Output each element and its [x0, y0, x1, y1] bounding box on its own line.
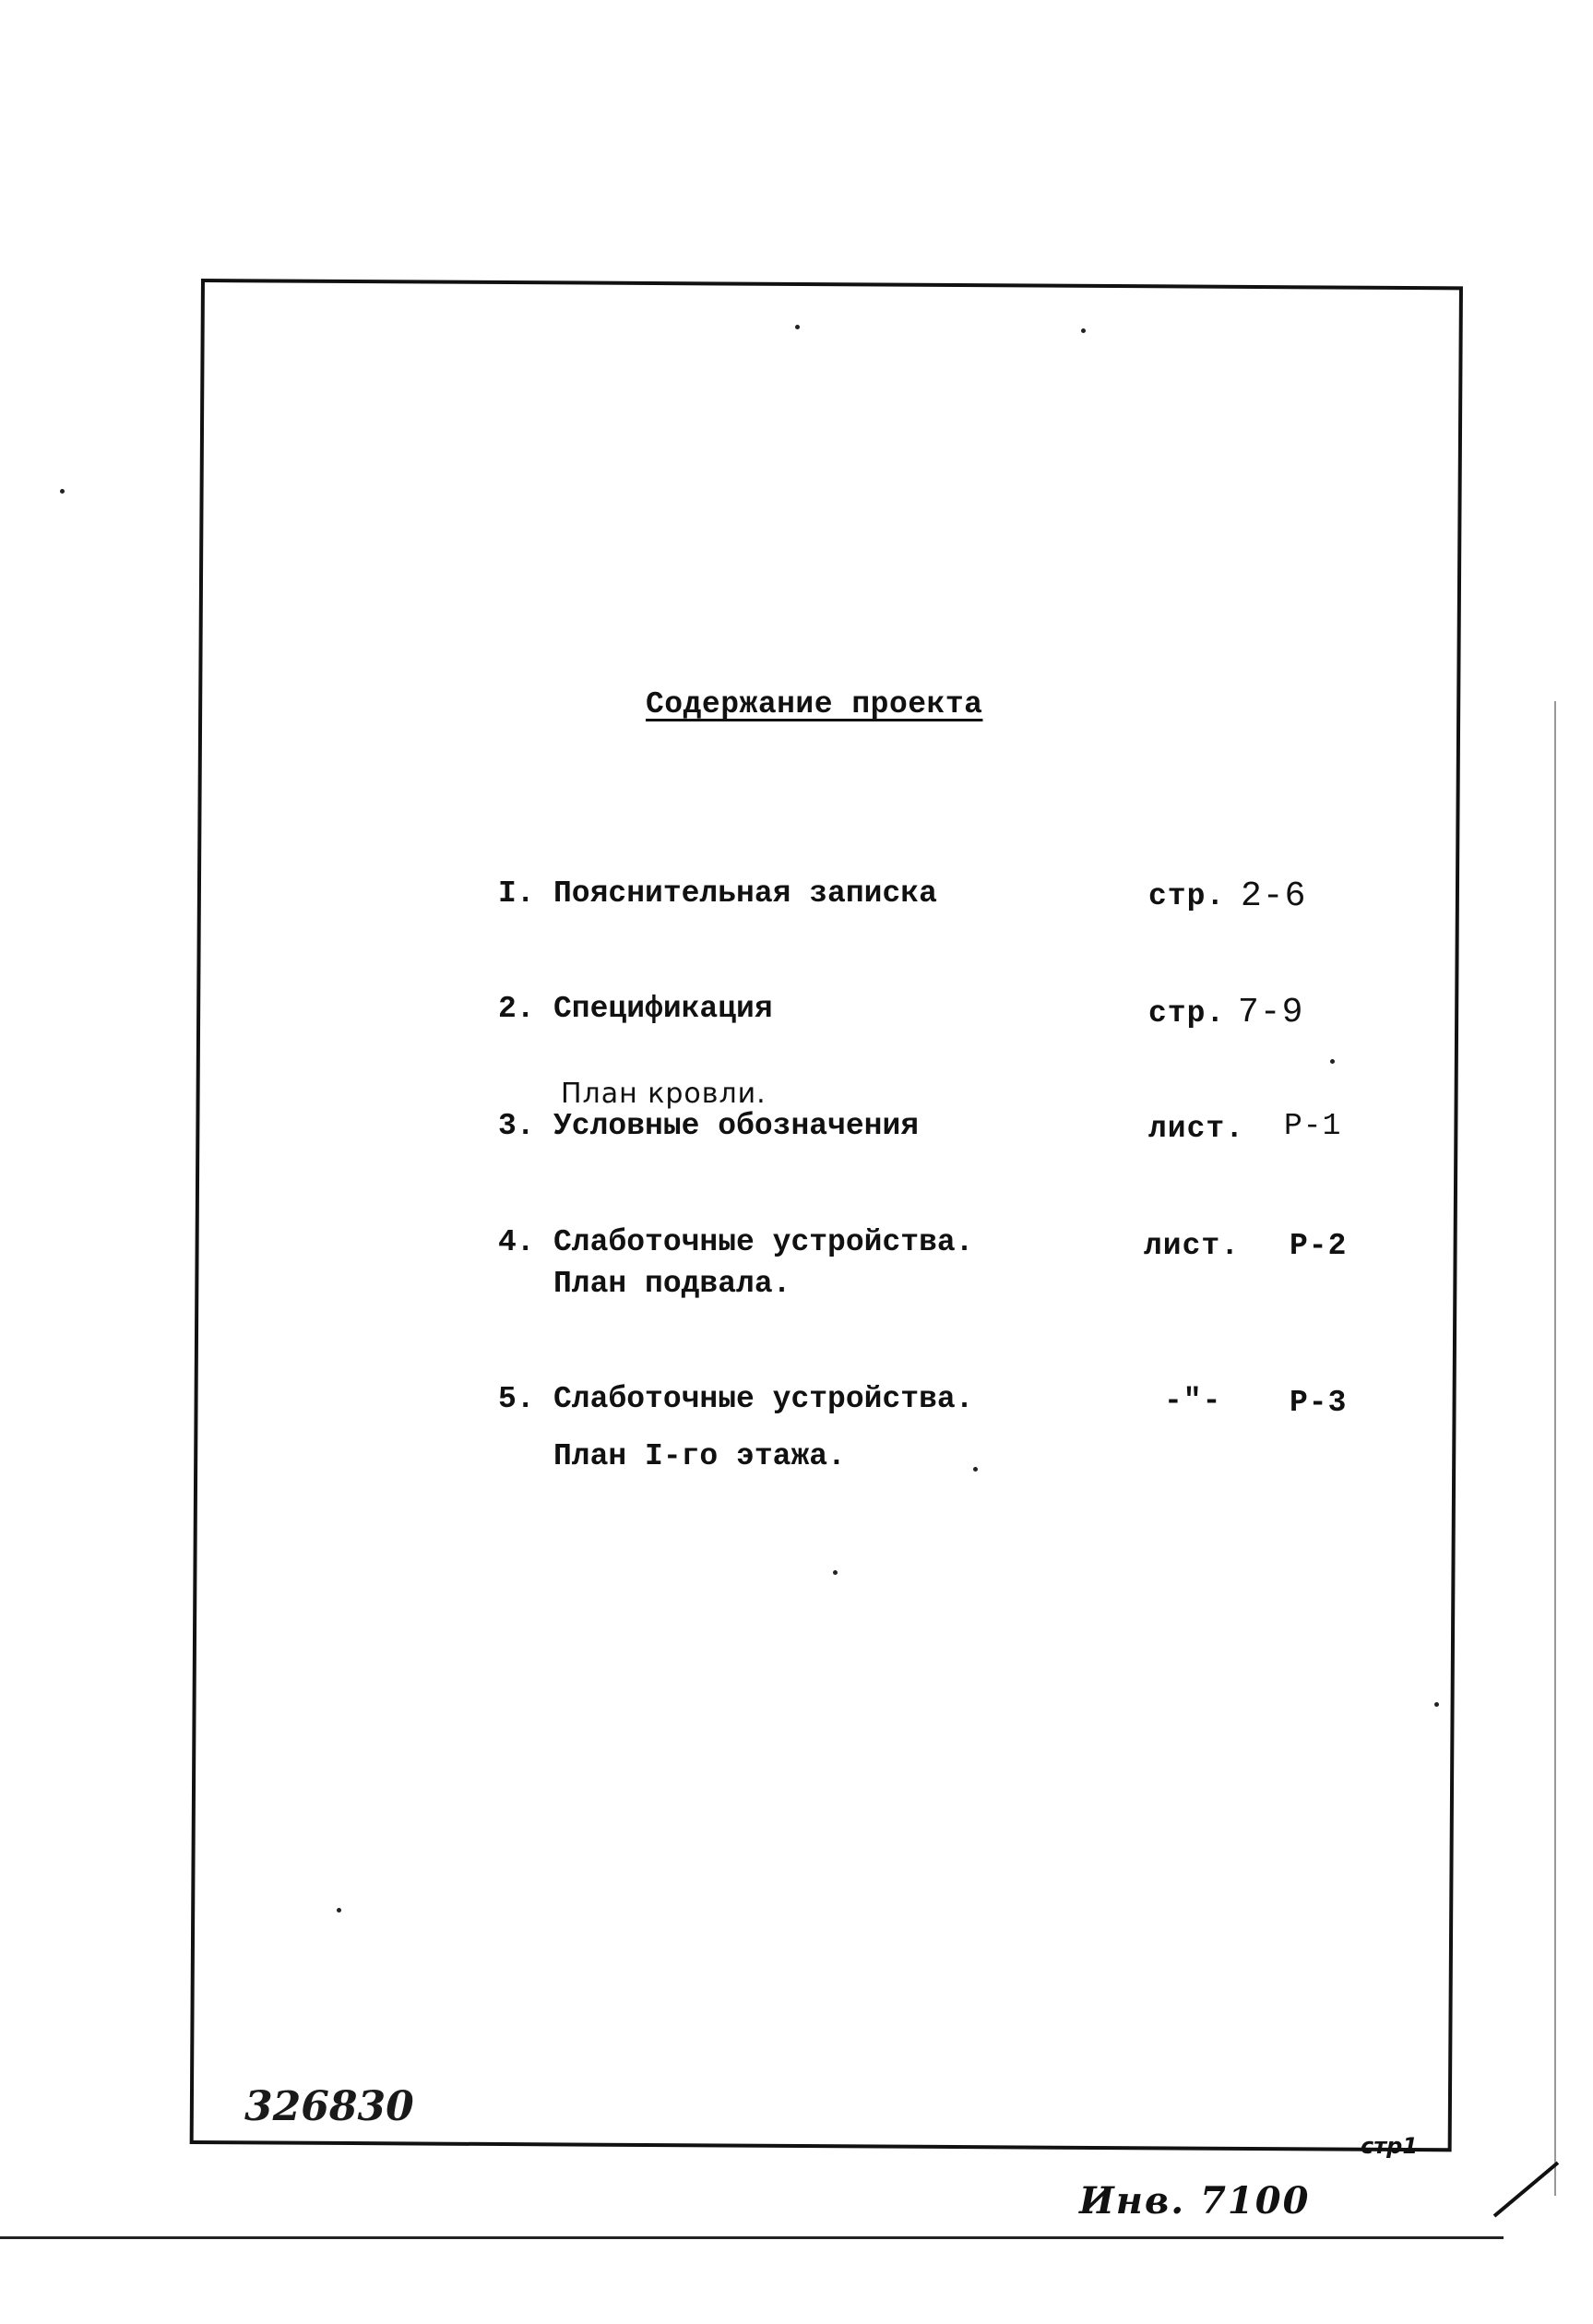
item-4-text-line-2: План подвала. — [553, 1267, 791, 1301]
item-1-ref-label: стр. — [1148, 879, 1226, 913]
item-5-ref-value: Р-3 — [1290, 1386, 1348, 1420]
paper-edge-right — [1554, 701, 1556, 2196]
item-1-number: I. — [498, 876, 535, 911]
item-2-ref-value: 7-9 — [1238, 993, 1304, 1032]
item-3-ref-value: Р-1 — [1284, 1109, 1342, 1143]
item-4-ref-label: лист. — [1144, 1229, 1241, 1263]
inventory-label: Инв. 7100 — [1079, 2179, 1311, 2223]
scan-speck — [833, 1570, 838, 1575]
item-4-ref-value: Р-2 — [1290, 1229, 1348, 1263]
document-title: Содержание проекта — [646, 687, 983, 721]
scan-speck — [795, 325, 800, 329]
item-2-text: Спецификация — [553, 992, 773, 1026]
item-2-number: 2. — [498, 992, 535, 1026]
stamp-number: 326830 — [244, 2083, 414, 2130]
item-3-number: 3. — [498, 1109, 535, 1143]
scan-speck — [1081, 328, 1086, 333]
scan-speck — [1330, 1059, 1335, 1064]
item-5-text-line-1: Слаботочные устройства. — [553, 1382, 974, 1416]
item-1-ref-value: 2-6 — [1241, 876, 1307, 916]
item-2-ref-label: стр. — [1148, 996, 1226, 1031]
page-label: стр1 — [1361, 2133, 1419, 2159]
item-5-text-line-2: План I-го этажа. — [553, 1439, 846, 1473]
scan-speck — [337, 1908, 341, 1913]
item-4-text-line-1: Слаботочные устройства. — [553, 1225, 974, 1259]
scan-speck — [60, 489, 65, 494]
item-4-number: 4. — [498, 1225, 535, 1259]
item-3-handwritten-note: План кровли. — [561, 1078, 767, 1110]
paper-edge-bottom — [0, 2236, 1504, 2239]
document-frame — [190, 279, 1463, 2151]
item-5-number: 5. — [498, 1382, 535, 1416]
item-5-ref-label: -"- — [1164, 1384, 1222, 1418]
scan-speck — [973, 1467, 978, 1472]
scan-speck — [1434, 1702, 1439, 1707]
paper-corner-fold — [1493, 2162, 1560, 2218]
item-3-ref-label: лист. — [1148, 1112, 1245, 1146]
item-1-text: Пояснительная записка — [553, 876, 937, 911]
item-3-text: Условные обозначения — [553, 1109, 920, 1143]
